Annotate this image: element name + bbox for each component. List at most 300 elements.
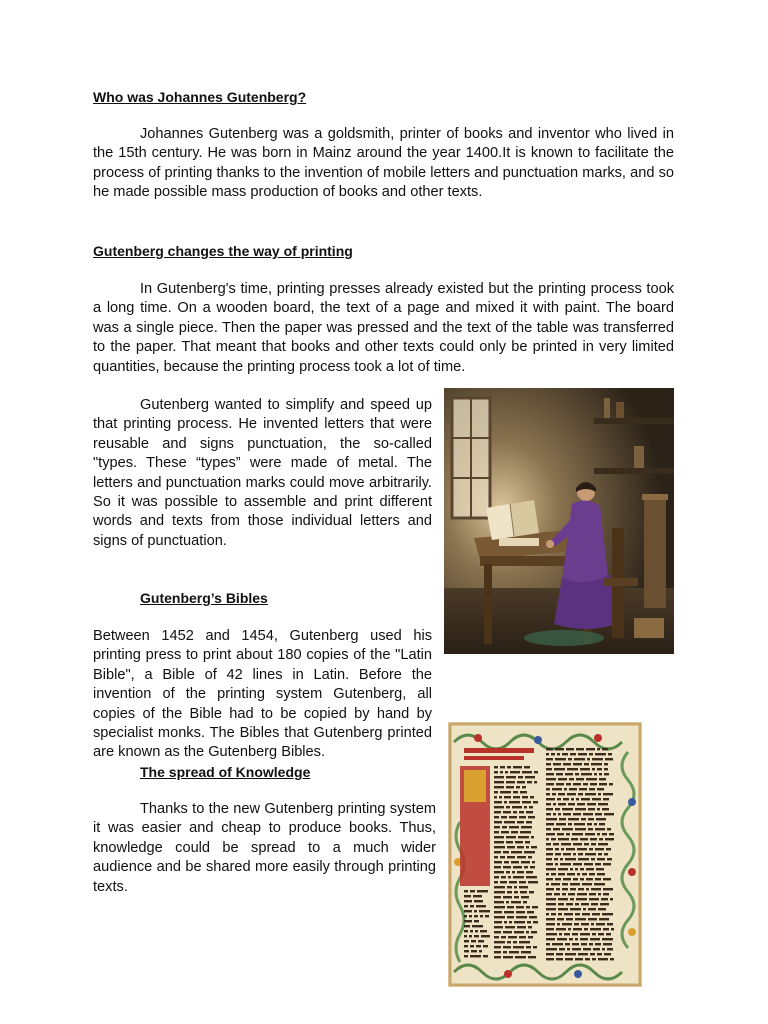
manuscript-text-stroke <box>604 773 609 775</box>
manuscript-text-stroke <box>594 883 605 885</box>
manuscript-text-stroke <box>603 798 609 800</box>
manuscript-text-stroke <box>596 818 606 820</box>
manuscript-text-stroke <box>581 903 589 905</box>
manuscript-text-stroke <box>588 908 596 910</box>
manuscript-text-stroke <box>585 853 596 855</box>
manuscript-text-stroke <box>558 868 568 870</box>
manuscript-text-stroke <box>570 888 576 890</box>
manuscript-text-stroke <box>494 836 504 838</box>
manuscript-text-stroke <box>507 906 514 908</box>
manuscript-text-stroke <box>589 753 593 755</box>
manuscript-text-stroke <box>583 813 593 815</box>
manuscript-text-stroke <box>473 895 482 897</box>
manuscript-text-stroke <box>494 811 501 813</box>
manuscript-text-stroke <box>510 771 520 773</box>
manuscript-text-stroke <box>573 763 582 765</box>
manuscript-text-stroke <box>568 818 579 820</box>
manuscript-text-stroke <box>472 925 483 927</box>
manuscript-text-stroke <box>494 946 501 948</box>
manuscript-text-stroke <box>566 783 571 785</box>
manuscript-text-stroke <box>598 958 608 960</box>
manuscript-text-stroke <box>575 918 586 920</box>
manuscript-text-stroke <box>520 831 531 833</box>
manuscript-text-stroke <box>597 953 602 955</box>
manuscript-text-stroke <box>554 893 560 895</box>
manuscript-text-stroke <box>575 868 578 870</box>
manuscript-text-stroke <box>604 768 608 770</box>
manuscript-text-stroke <box>519 936 526 938</box>
manuscript-text-stroke <box>592 933 596 935</box>
manuscript-text-stroke <box>585 958 590 960</box>
manuscript-text-stroke <box>530 866 535 868</box>
manuscript-text-stroke <box>505 926 515 928</box>
manuscript-text-stroke <box>609 833 614 835</box>
manuscript-text-stroke <box>572 933 578 935</box>
manuscript-text-stroke <box>595 753 606 755</box>
manuscript-text-stroke <box>551 913 556 915</box>
manuscript-text-stroke <box>503 951 507 953</box>
manuscript-text-stroke <box>555 758 566 760</box>
manuscript-text-stroke <box>556 823 566 825</box>
manuscript-text-stroke <box>558 778 567 780</box>
manuscript-text-stroke <box>578 853 583 855</box>
manuscript-text-stroke <box>584 928 588 930</box>
manuscript-text-stroke <box>572 833 583 835</box>
manuscript-text-stroke <box>529 891 534 893</box>
manuscript-text-stroke <box>546 883 549 885</box>
manuscript-text-stroke <box>464 895 471 897</box>
manuscript-text-stroke <box>552 943 563 945</box>
manuscript-text-stroke <box>494 851 501 853</box>
manuscript-text-stroke <box>566 748 574 750</box>
manuscript-text-stroke <box>546 778 556 780</box>
manuscript-text-stroke <box>557 938 567 940</box>
manuscript-text-stroke <box>516 786 520 788</box>
manuscript-text-stroke <box>504 796 511 798</box>
manuscript-text-stroke <box>598 893 601 895</box>
manuscript-text-stroke <box>475 930 478 932</box>
manuscript-text-stroke <box>555 848 559 850</box>
manuscript-text-stroke <box>559 933 562 935</box>
manuscript-text-stroke <box>559 818 566 820</box>
paragraph-types-invention: Gutenberg wanted to simplify and speed up that printing process. He invented letters that were reusable and signs punctuation, the so-called "types. These “types” were made of metal. The letters and punctuation marks could move arbitrarily. So it was possible to assemble and print different words and texts from those individual letters and signs of punctuation. <box>93 397 432 549</box>
manuscript-text-stroke <box>506 776 516 778</box>
manuscript-text-stroke <box>519 816 526 818</box>
manuscript-text-stroke <box>570 898 574 900</box>
manuscript-text-stroke <box>507 941 511 943</box>
manuscript-text-stroke <box>514 921 525 923</box>
manuscript-text-stroke <box>604 953 611 955</box>
manuscript-text-stroke <box>595 828 605 830</box>
manuscript-text-stroke <box>596 923 605 925</box>
manuscript-text-stroke <box>546 758 553 760</box>
manuscript-text-stroke <box>513 876 524 878</box>
manuscript-text-stroke <box>556 958 563 960</box>
manuscript-text-stroke <box>591 903 598 905</box>
manuscript-text-stroke <box>480 930 487 932</box>
manuscript-text-stroke <box>546 748 553 750</box>
manuscript-text-stroke <box>508 876 511 878</box>
manuscript-text-stroke <box>546 813 551 815</box>
manuscript-text-stroke <box>500 771 503 773</box>
manuscript-text-stroke <box>572 948 581 950</box>
manuscript-text-stroke <box>588 818 594 820</box>
manuscript-text-stroke <box>546 818 557 820</box>
manuscript-text-stroke <box>580 878 584 880</box>
manuscript-text-stroke <box>567 873 575 875</box>
manuscript-text-stroke <box>572 943 579 945</box>
paragraph-spread-of-knowledge: Thanks to the new Gutenberg printing system it was easier and cheap to produce books. Thus, knowledge could be spread to a much wider audience and be shared more easily through printing texts. <box>93 801 436 895</box>
manuscript-text-stroke <box>610 898 613 900</box>
manuscript-text-stroke <box>546 923 555 925</box>
manuscript-text-stroke <box>562 808 573 810</box>
manuscript-text-stroke <box>504 911 514 913</box>
manuscript-text-stroke <box>589 848 593 850</box>
manuscript-text-stroke <box>526 931 529 933</box>
manuscript-text-stroke <box>494 861 502 863</box>
manuscript-text-stroke <box>546 943 550 945</box>
manuscript-text-stroke <box>464 910 472 912</box>
manuscript-text-stroke <box>583 783 588 785</box>
manuscript-text-stroke <box>606 933 611 935</box>
manuscript-text-stroke <box>494 906 505 908</box>
manuscript-text-stroke <box>494 881 498 883</box>
manuscript-text-stroke <box>562 893 566 895</box>
manuscript-text-stroke <box>580 938 588 940</box>
manuscript-text-stroke <box>508 936 517 938</box>
manuscript-text-stroke <box>546 928 554 930</box>
manuscript-text-stroke <box>563 763 571 765</box>
manuscript-text-stroke <box>494 866 501 868</box>
manuscript-text-stroke <box>599 918 609 920</box>
manuscript-text-stroke <box>494 921 502 923</box>
manuscript-text-stroke <box>507 886 512 888</box>
manuscript-text-stroke <box>512 806 522 808</box>
manuscript-text-stroke <box>494 941 505 943</box>
manuscript-text-stroke <box>610 958 614 960</box>
manuscript-text-stroke <box>546 948 557 950</box>
manuscript-text-stroke <box>517 821 524 823</box>
manuscript-text-stroke <box>557 753 560 755</box>
manuscript-text-stroke <box>523 901 527 903</box>
manuscript-text-stroke <box>573 863 582 865</box>
manuscript-text-stroke <box>464 900 472 902</box>
manuscript-text-stroke <box>477 890 488 892</box>
manuscript-text-stroke <box>515 841 523 843</box>
manuscript-text-stroke <box>518 836 529 838</box>
manuscript-text-stroke <box>546 878 553 880</box>
manuscript-text-stroke <box>464 955 468 957</box>
manuscript-text-stroke <box>571 838 578 840</box>
manuscript-text-stroke <box>577 893 587 895</box>
manuscript-text-stroke <box>511 831 518 833</box>
manuscript-text-stroke <box>558 813 561 815</box>
manuscript-text-stroke <box>576 798 579 800</box>
manuscript-text-stroke <box>557 798 561 800</box>
manuscript-text-stroke <box>521 861 530 863</box>
manuscript-text-stroke <box>586 748 595 750</box>
manuscript-text-stroke <box>597 768 602 770</box>
manuscript-text-stroke <box>594 823 597 825</box>
manuscript-text-stroke <box>597 748 600 750</box>
manuscript-text-stroke <box>528 881 538 883</box>
manuscript-text-stroke <box>470 890 475 892</box>
manuscript-text-stroke <box>568 803 575 805</box>
manuscript-text-stroke <box>597 788 604 790</box>
manuscript-text-stroke <box>546 888 554 890</box>
manuscript-text-stroke <box>470 945 474 947</box>
manuscript-text-stroke <box>557 923 560 925</box>
manuscript-text-stroke <box>546 908 556 910</box>
manuscript-text-stroke <box>569 938 573 940</box>
manuscript-text-stroke <box>587 823 592 825</box>
manuscript-text-stroke <box>555 853 561 855</box>
manuscript-text-stroke <box>598 933 604 935</box>
manuscript-text-stroke <box>501 816 507 818</box>
manuscript-text-stroke <box>580 868 584 870</box>
manuscript-text-stroke <box>590 928 601 930</box>
manuscript-text-stroke <box>474 910 477 912</box>
manuscript-text-stroke <box>583 908 586 910</box>
manuscript-text-stroke <box>592 958 596 960</box>
manuscript-text-stroke <box>546 958 554 960</box>
manuscript-text-stroke <box>600 903 609 905</box>
manuscript-text-stroke <box>571 798 574 800</box>
manuscript-text-stroke <box>506 841 513 843</box>
manuscript-text-stroke <box>563 813 571 815</box>
manuscript-text-stroke <box>576 748 584 750</box>
manuscript-text-stroke <box>584 863 593 865</box>
manuscript-text-stroke <box>526 876 537 878</box>
manuscript-text-stroke <box>507 891 512 893</box>
manuscript-text-stroke <box>558 913 562 915</box>
manuscript-text-stroke <box>598 843 608 845</box>
manuscript-text-stroke <box>546 788 550 790</box>
manuscript-text-stroke <box>566 903 573 905</box>
manuscript-text-stroke <box>512 871 515 873</box>
manuscript-text-stroke <box>504 821 515 823</box>
gutenberg-bible-page-image <box>448 722 642 987</box>
manuscript-text-stroke <box>502 826 507 828</box>
manuscript-text-stroke <box>524 866 528 868</box>
manuscript-text-stroke <box>592 768 595 770</box>
manuscript-text-stroke <box>551 873 556 875</box>
manuscript-text-stroke <box>500 766 505 768</box>
manuscript-text-stroke <box>586 878 593 880</box>
manuscript-text-stroke <box>516 906 524 908</box>
manuscript-text-stroke <box>564 933 570 935</box>
manuscript-text-stroke <box>546 843 551 845</box>
manuscript-text-stroke <box>558 838 569 840</box>
manuscript-text-stroke <box>546 873 549 875</box>
manuscript-text-stroke <box>562 883 568 885</box>
manuscript-text-stroke <box>518 776 523 778</box>
manuscript-text-stroke <box>494 816 499 818</box>
heading-spread-of-knowledge: The spread of Knowledge <box>140 764 311 780</box>
paragraph-printing-presses: In Gutenberg's time, printing presses already existed but the printing process took a long time. On a wooden board, the text of a page and mixed it with paint. The board was a single piece. Then the paper was pressed and the text of the table was transferred to the paper. That meant that books and other texts could only be printed in very limited quantities, because the printing process took a lot of time. <box>93 281 674 375</box>
manuscript-text-stroke <box>603 943 612 945</box>
manuscript-text-stroke <box>564 788 567 790</box>
manuscript-text-stroke <box>464 935 467 937</box>
manuscript-text-stroke <box>584 763 589 765</box>
manuscript-text-stroke <box>521 896 529 898</box>
manuscript-text-stroke <box>546 913 549 915</box>
manuscript-text-stroke <box>546 933 557 935</box>
manuscript-text-stroke <box>604 763 608 765</box>
manuscript-text-stroke <box>575 808 586 810</box>
manuscript-text-stroke <box>587 758 590 760</box>
manuscript-text-stroke <box>532 861 535 863</box>
manuscript-text-stroke <box>562 923 572 925</box>
manuscript-text-stroke <box>509 801 520 803</box>
manuscript-text-stroke <box>494 871 504 873</box>
manuscript-text-stroke <box>516 911 525 913</box>
manuscript-text-stroke <box>546 893 552 895</box>
manuscript-text-stroke <box>494 856 498 858</box>
manuscript-text-stroke <box>575 958 583 960</box>
manuscript-text-stroke <box>581 923 589 925</box>
manuscript-text-stroke <box>494 896 501 898</box>
manuscript-text-stroke <box>556 953 563 955</box>
manuscript-text-stroke <box>577 848 587 850</box>
manuscript-text-stroke <box>555 863 558 865</box>
manuscript-text-stroke <box>494 801 502 803</box>
manuscript-text-stroke <box>531 836 534 838</box>
manuscript-text-stroke <box>562 888 568 890</box>
manuscript-text-stroke <box>586 888 589 890</box>
manuscript-text-stroke <box>526 821 532 823</box>
manuscript-text-stroke <box>471 950 477 952</box>
manuscript-text-stroke <box>576 778 584 780</box>
manuscript-text-stroke <box>480 915 483 917</box>
manuscript-text-stroke <box>526 946 531 948</box>
manuscript-text-stroke <box>580 933 590 935</box>
manuscript-text-stroke <box>546 903 556 905</box>
manuscript-text-stroke <box>522 801 531 803</box>
manuscript-text-stroke <box>597 873 605 875</box>
manuscript-text-stroke <box>511 861 519 863</box>
manuscript-text-stroke <box>590 938 600 940</box>
manuscript-text-stroke <box>602 833 607 835</box>
manuscript-text-stroke <box>605 838 614 840</box>
manuscript-text-stroke <box>568 928 571 930</box>
manuscript-text-stroke <box>546 753 549 755</box>
manuscript-text-stroke <box>464 930 468 932</box>
manuscript-text-stroke <box>565 958 573 960</box>
manuscript-text-stroke <box>555 808 560 810</box>
manuscript-text-stroke <box>500 856 505 858</box>
manuscript-text-stroke <box>607 858 612 860</box>
manuscript-text-stroke <box>509 951 519 953</box>
manuscript-text-stroke <box>524 766 530 768</box>
manuscript-text-stroke <box>590 838 597 840</box>
manuscript-text-stroke <box>560 863 571 865</box>
manuscript-text-stroke <box>592 758 603 760</box>
manuscript-text-stroke <box>528 956 536 958</box>
manuscript-text-stroke <box>494 926 503 928</box>
manuscript-text-stroke <box>503 931 512 933</box>
manuscript-text-stroke <box>503 946 511 948</box>
manuscript-text-stroke <box>585 833 595 835</box>
manuscript-text-stroke <box>604 813 614 815</box>
manuscript-text-stroke <box>494 841 504 843</box>
manuscript-text-stroke <box>592 913 600 915</box>
manuscript-text-stroke <box>506 901 509 903</box>
manuscript-text-stroke <box>555 748 564 750</box>
gutenberg-workshop-painting <box>444 388 674 654</box>
manuscript-text-stroke <box>590 953 595 955</box>
manuscript-text-stroke <box>564 913 573 915</box>
manuscript-text-stroke <box>464 905 468 907</box>
manuscript-text-stroke <box>514 896 519 898</box>
manuscript-text-stroke <box>556 773 563 775</box>
manuscript-text-stroke <box>599 773 602 775</box>
manuscript-text-stroke <box>553 828 560 830</box>
manuscript-text-stroke <box>494 931 501 933</box>
manuscript-text-stroke <box>481 935 490 937</box>
manuscript-text-stroke <box>464 915 467 917</box>
manuscript-text-stroke <box>504 861 509 863</box>
manuscript-text-stroke <box>514 931 524 933</box>
manuscript-text-stroke <box>513 791 518 793</box>
manuscript-text-stroke <box>566 918 573 920</box>
manuscript-text-stroke <box>605 758 613 760</box>
manuscript-text-stroke <box>565 943 570 945</box>
manuscript-text-stroke <box>581 943 587 945</box>
manuscript-text-stroke <box>559 948 565 950</box>
manuscript-text-stroke <box>500 881 507 883</box>
manuscript-text-stroke <box>530 796 534 798</box>
manuscript-text-stroke <box>528 816 535 818</box>
manuscript-text-stroke <box>567 948 570 950</box>
manuscript-text-stroke <box>494 791 498 793</box>
manuscript-text-stroke <box>591 923 594 925</box>
manuscript-text-stroke <box>573 783 581 785</box>
manuscript-text-stroke <box>566 848 575 850</box>
manuscript-text-stroke <box>474 900 483 902</box>
manuscript-text-stroke <box>494 776 504 778</box>
manuscript-text-stroke <box>557 833 564 835</box>
manuscript-text-stroke <box>557 918 564 920</box>
manuscript-text-stroke <box>580 838 588 840</box>
manuscript-text-stroke <box>521 951 531 953</box>
manuscript-text-stroke <box>567 768 578 770</box>
manuscript-text-stroke <box>581 798 590 800</box>
manuscript-text-stroke <box>513 811 517 813</box>
manuscript-text-stroke <box>595 848 604 850</box>
manuscript-text-stroke <box>577 803 585 805</box>
manuscript-text-stroke <box>562 828 573 830</box>
manuscript-text-stroke <box>546 863 553 865</box>
manuscript-text-stroke <box>494 886 505 888</box>
manuscript-text-stroke <box>575 828 586 830</box>
manuscript-text-stroke <box>546 783 554 785</box>
manuscript-text-stroke <box>503 896 512 898</box>
manuscript-text-stroke <box>469 915 472 917</box>
manuscript-text-stroke <box>509 826 519 828</box>
manuscript-text-stroke <box>529 806 533 808</box>
manuscript-text-stroke <box>590 783 597 785</box>
manuscript-text-stroke <box>464 925 470 927</box>
manuscript-text-stroke <box>546 833 555 835</box>
manuscript-text-stroke <box>561 848 564 850</box>
manuscript-text-stroke <box>546 793 550 795</box>
manuscript-text-stroke <box>501 876 506 878</box>
manuscript-text-stroke <box>575 938 578 940</box>
manuscript-text-stroke <box>494 956 501 958</box>
manuscript-text-stroke <box>553 803 556 805</box>
manuscript-text-stroke <box>494 796 497 798</box>
